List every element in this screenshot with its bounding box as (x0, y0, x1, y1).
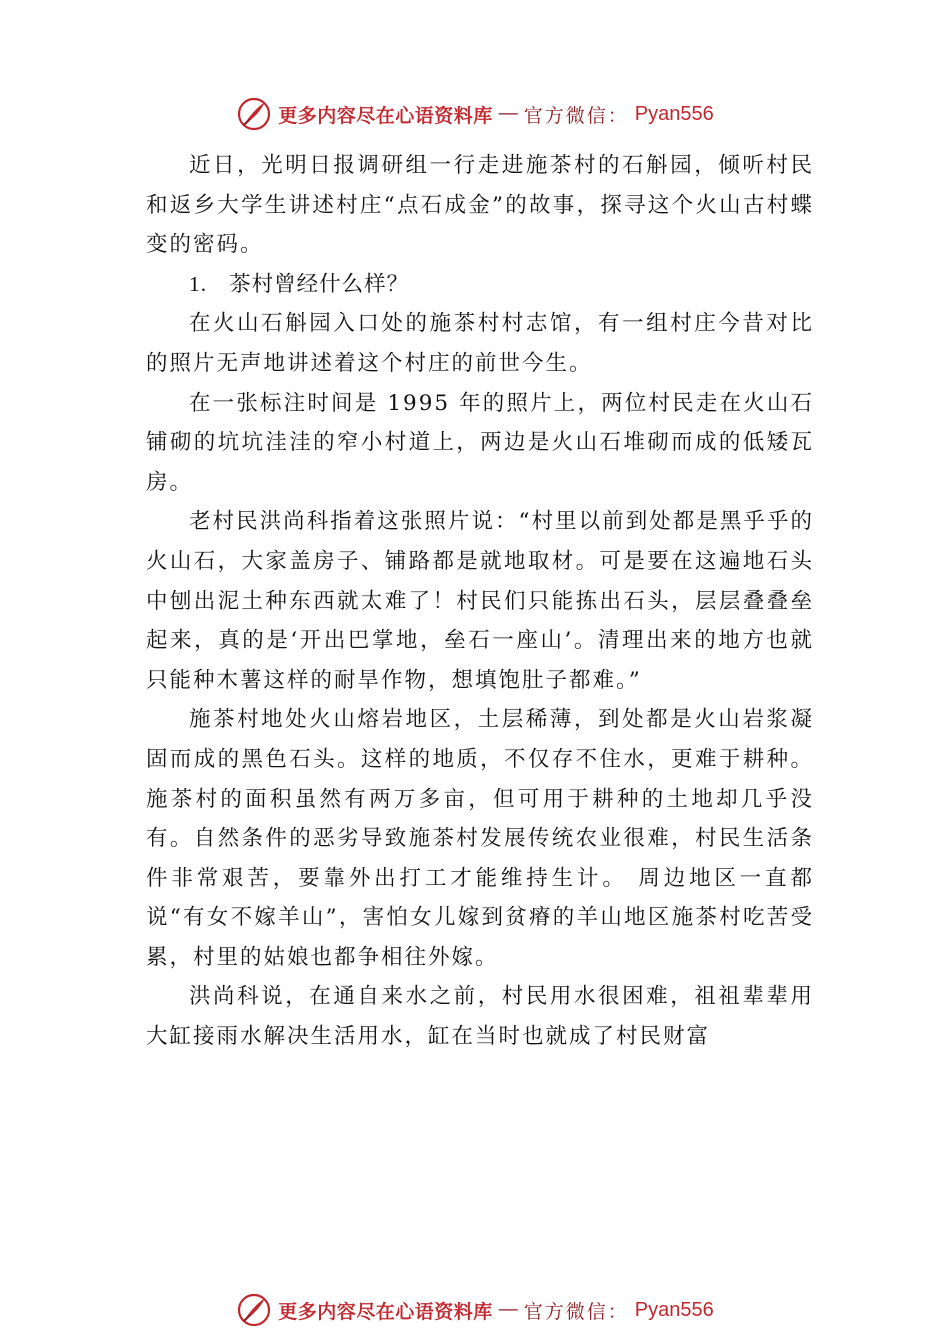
section-heading (146, 265, 814, 305)
banner-title: 更多内容尽在心语资料库 (278, 1300, 493, 1323)
heading-text: 茶村曾经什么样？ (229, 271, 410, 297)
paragraph-geology: 施茶村地处火山熔岩地区，土层稀薄，到处都是火山岩浆凝固而成的黑色石头。这样的地质，不仅存不住水，更难于耕种。施茶村的面积虽然有两万多亩，但可用于耕种的土地却几乎没有。自然条件的恶劣导致施茶村发展传统农业很难，村民生活条件非常艰苦，要靠外出打工才能维持生计。 周边地区一直都说“有女不嫁羊山”，害怕女儿嫁到贫瘠的羊山地区施茶村吃苦受累，村里的姑娘也都争相往外嫁。 (146, 707, 814, 970)
banner-label: 官方微信： (523, 1300, 629, 1323)
article-body (146, 146, 814, 1057)
paragraph-quote: 老村民洪尚科指着这张照片说：“村里以前到处都是黑乎乎的火山石，大家盖房子、铺路都是就地取材。可是要在这遍地石头中刨出泥土种东西就太难了！村民们只能拣出石头，层层叠叠垒起来，真的是‘开出巴掌地，垒石一座山’。清理出来的地方也就只能种木薯这样的耐旱作物，想填饱肚子都难。” (146, 509, 814, 693)
heading-number: 1. (189, 271, 208, 296)
banner-label: 官方微信： (523, 104, 629, 127)
quill-logo-icon (236, 1292, 272, 1328)
paragraph-intro: 近日，光明日报调研组一行走进施茶村的石斛园，倾听村民和返乡大学生讲述村庄“点石成金”的故事，探寻这个火山古村蝶变的密码。 (146, 153, 814, 258)
banner-title: 更多内容尽在心语资料库 (278, 104, 493, 127)
banner-wechat-id: Pyan556 (634, 1298, 714, 1321)
banner-dash: — (498, 103, 518, 124)
header-banner (0, 92, 950, 136)
paragraph-village-museum: 在火山石斛园入口处的施茶村村志馆，有一组村庄今昔对比的照片无声地讲述着这个村庄的前世今生。 (146, 311, 814, 376)
paragraph-water: 洪尚科说，在通自来水之前，村民用水很困难，祖祖辈辈用大缸接雨水解决生活用水，缸在当时也就成了村民财富 (146, 984, 814, 1050)
banner-dash: — (498, 1299, 518, 1320)
quill-logo-icon (236, 96, 272, 132)
paragraph-1995-photo: 在一张标注时间是 1995 年的照片上，两位村民走在火山石铺砌的坑坑洼洼的窄小村道上，两边是火山石堆砌而成的低矮瓦房。 (146, 390, 814, 495)
banner-wechat-id: Pyan556 (634, 102, 714, 125)
footer-banner (0, 1288, 950, 1332)
